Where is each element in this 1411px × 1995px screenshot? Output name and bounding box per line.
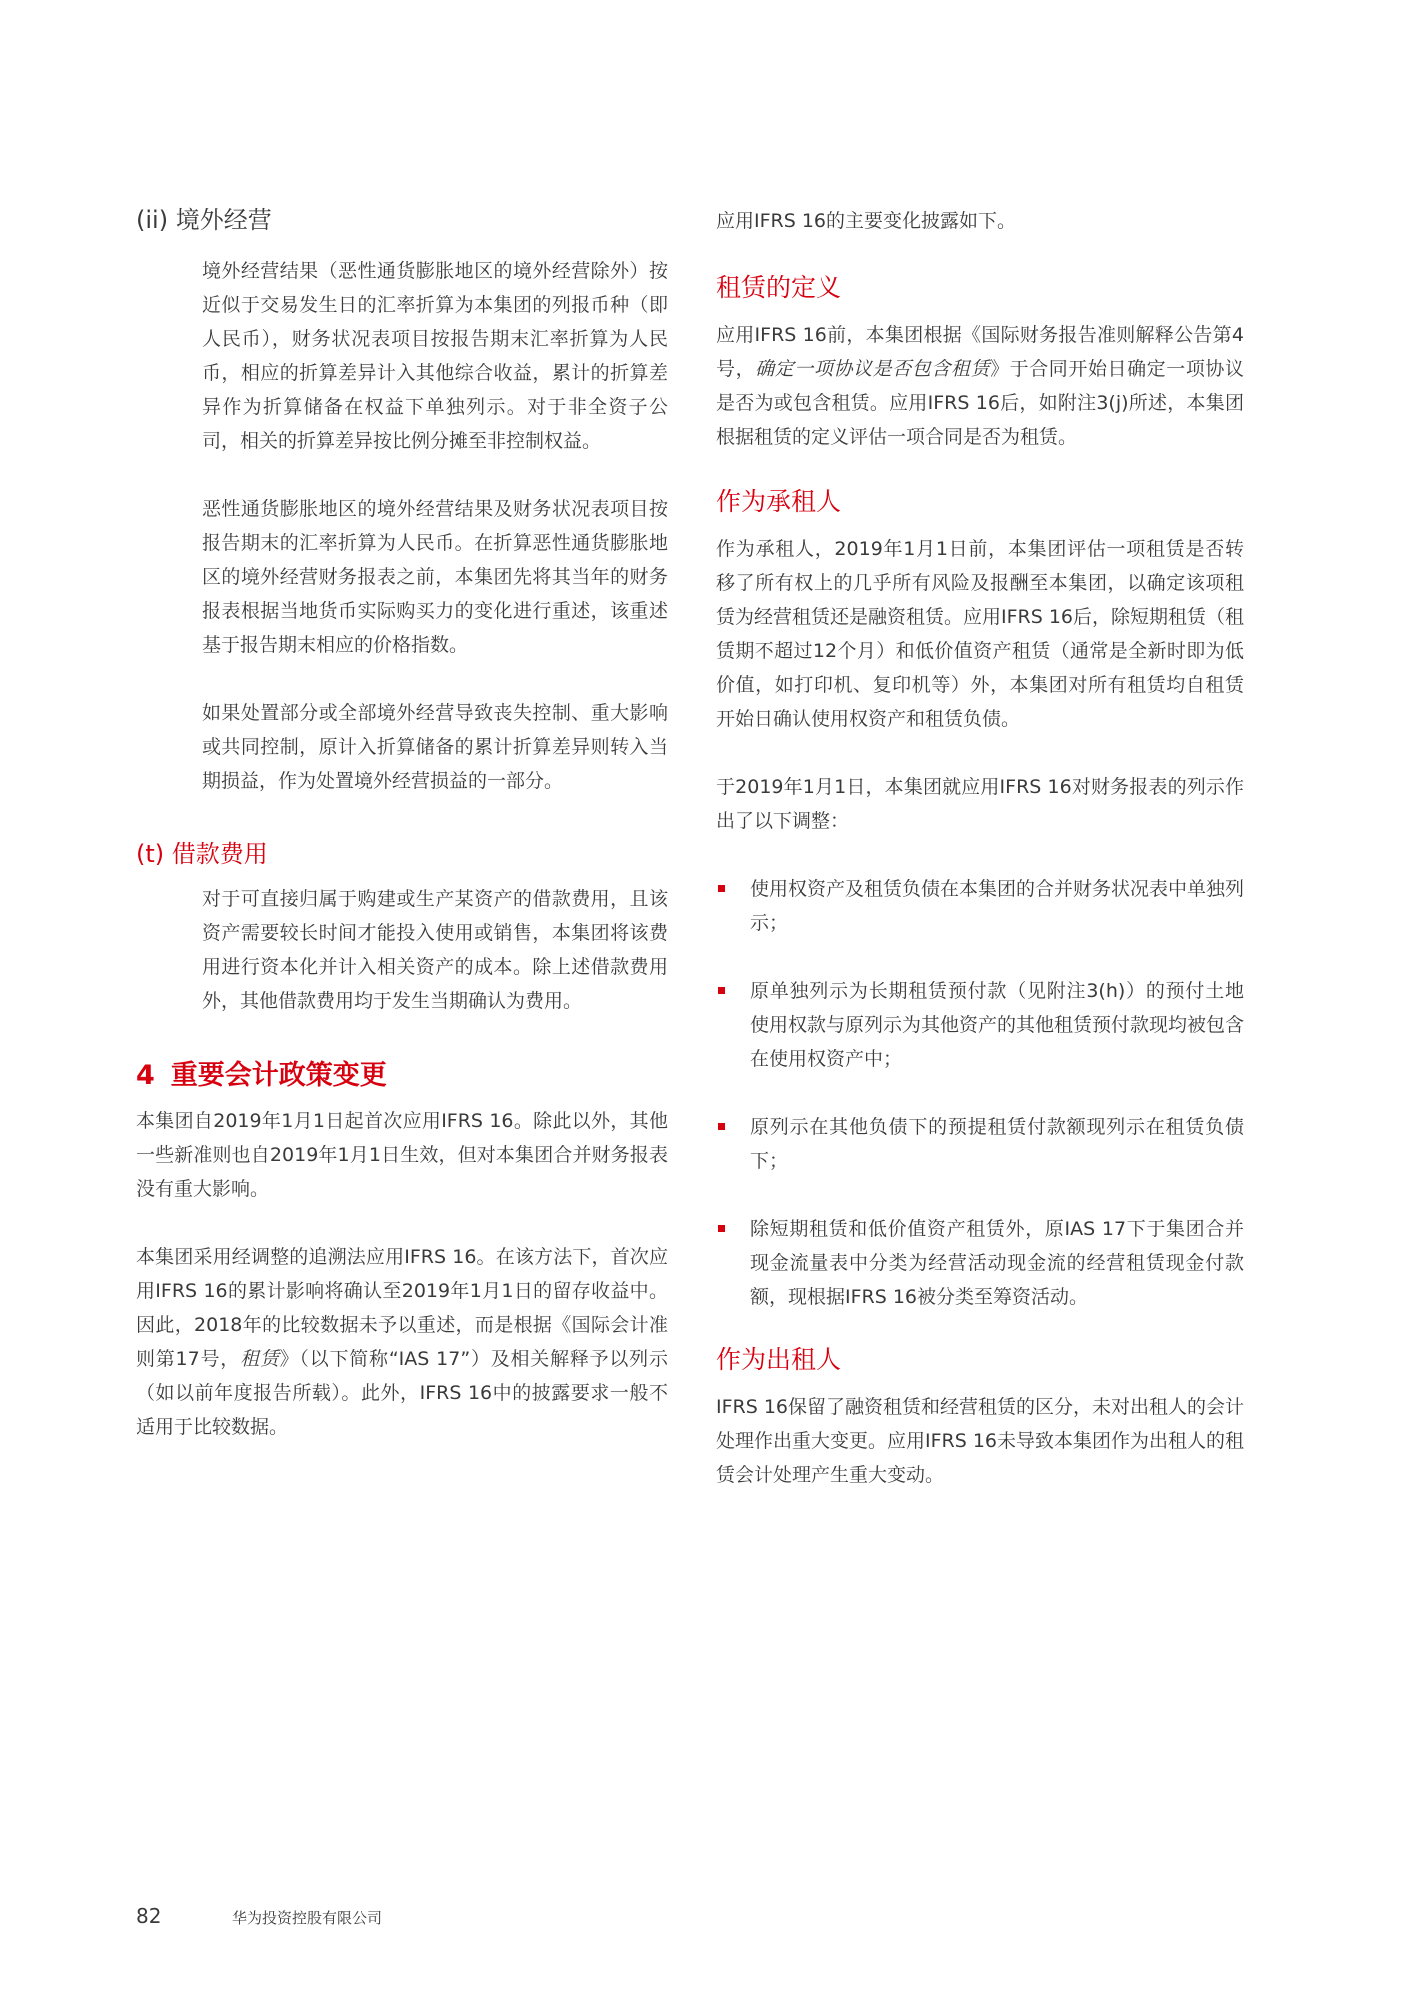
bullet-square-icon [718, 987, 725, 994]
ii-paragraph-3: 如果处置部分或全部境外经营导致丧失控制、重大影响或共同控制，原计入折算储备的累计折算差异则转入当期损益，作为处置境外经营损益的一部分。 [202, 702, 668, 792]
lessee-paragraph-1: 作为承租人，2019年1月1日前，本集团评估一项租赁是否转移了所有权上的几乎所有风险及报酬至本集团，以确定该项租赁为经营租赁还是融资租赁。应用IFRS 16后，除短期租赁（租赁期不超过12个月）和低价值资产租赁（通常是全新时即为低价值，如打印机、复印机等）外，本集团对所有租赁均自租赁开始日确认使用权资产和租赁负债。 [716, 538, 1245, 730]
t-paragraph-1: 对于可直接归属于购建或生产某资产的借款费用，且该资产需要较长时间才能投入使用或销售，本集团将该费用进行资本化并计入相关资产的成本。除上述借款费用外，其他借款费用均于发生当期确认为费用。 [202, 888, 668, 1012]
section-4-number: 4 [136, 1060, 155, 1091]
section-4-title: 重要会计政策变更 [170, 1060, 387, 1091]
page-footer [136, 1904, 382, 1928]
s4-paragraph-2: 本集团采用经调整的追溯法应用IFRS 16。在该方法下，首次应用IFRS 16的累计影响将确认至2019年1月1日的留存收益中。因此，2018年的比较数据未予以重述，而是根据《国际会计准则第17号，租赁》（以下简称“IAS 17”）及相关解释予以列示（如以前年度报告所载）。此外，IFRS 16中的披露要求一般不适用于比较数据。 [136, 1246, 668, 1438]
lessor-paragraph: IFRS 16保留了融资租赁和经营租赁的区分，未对出租人的会计处理作出重大变更。应用IFRS 16未导致本集团作为出租人的租赁会计处理产生重大变动。 [716, 1396, 1245, 1486]
bullet-item: 除短期租赁和低价值资产租赁外，原IAS 17下于集团合并现金流量表中分类为经营活动现金流的经营租赁现金付款额，现根据IFRS 16被分类至筹资活动。 [716, 1212, 1244, 1314]
ii-paragraph-2: 恶性通货膨胀地区的境外经营结果及财务状况表项目按报告期末的汇率折算为人民币。在折算恶性通货膨胀地区的境外经营财务报表之前，本集团先将其当年的财务报表根据当地货币实际购买力的变化进行重述，该重述基于报告期末相应的价格指数。 [202, 498, 668, 656]
left-column [136, 200, 668, 1444]
ii-paragraph-1: 境外经营结果（恶性通货膨胀地区的境外经营除外）按近似于交易发生日的汇率折算为本集团的列报币种（即人民币），财务状况表项目按报告期末汇率折算为人民币，相应的折算差异计入其他综合收益，累计的折算差异作为折算储备在权益下单独列示。对于非全资子公司，相关的折算差异按比例分摊至非控制权益。 [202, 260, 668, 452]
lessor-title: 作为出租人 [716, 1345, 842, 1374]
bullet-square-icon [718, 1225, 725, 1232]
s4-paragraph-1: 本集团自2019年1月1日起首次应用IFRS 16。除此以外，其他一些新准则也自2019年1月1日生效，但对本集团合并财务报表没有重大影响。 [136, 1110, 668, 1200]
bullet-item: 原列示在其他负债下的预提租赁付款额现列示在租赁负债下； [716, 1110, 1244, 1178]
lessee-title: 作为承租人 [716, 487, 842, 516]
lessee-paragraph-2: 于2019年1月1日，本集团就应用IFRS 16对财务报表的列示作出了以下调整： [716, 776, 1244, 832]
section-4-heading [136, 1056, 668, 1096]
section-t-title: (t) 借款费用 [136, 840, 268, 868]
section-ii-title: (ii) 境外经营 [136, 206, 272, 234]
right-column [716, 200, 1244, 1492]
bullet-item: 使用权资产及租赁负债在本集团的合并财务状况表中单独列示； [716, 872, 1244, 940]
bullet-item: 原单独列示为长期租赁预付款（见附注3(h)）的预付土地使用权款与原列示为其他资产的其他租赁预付款现均被包含在使用权资产中； [716, 974, 1244, 1076]
company-name: 华为投资控股有限公司 [232, 1909, 383, 1927]
page-number: 82 [136, 1904, 162, 1928]
lease-definition-title: 租赁的定义 [716, 273, 842, 302]
intro-paragraph: 应用IFRS 16的主要变化披露如下。 [716, 210, 1017, 232]
bullet-square-icon [718, 885, 725, 892]
lease-definition-paragraph: 应用IFRS 16前，本集团根据《国际财务报告准则解释公告第4号，确定一项协议是否包含租赁》于合同开始日确定一项协议是否为或包含租赁。应用IFRS 16后，如附注3(j)所述，本集团根据租赁的定义评估一项合同是否为租赁。 [716, 324, 1244, 448]
bullet-square-icon [718, 1123, 725, 1130]
